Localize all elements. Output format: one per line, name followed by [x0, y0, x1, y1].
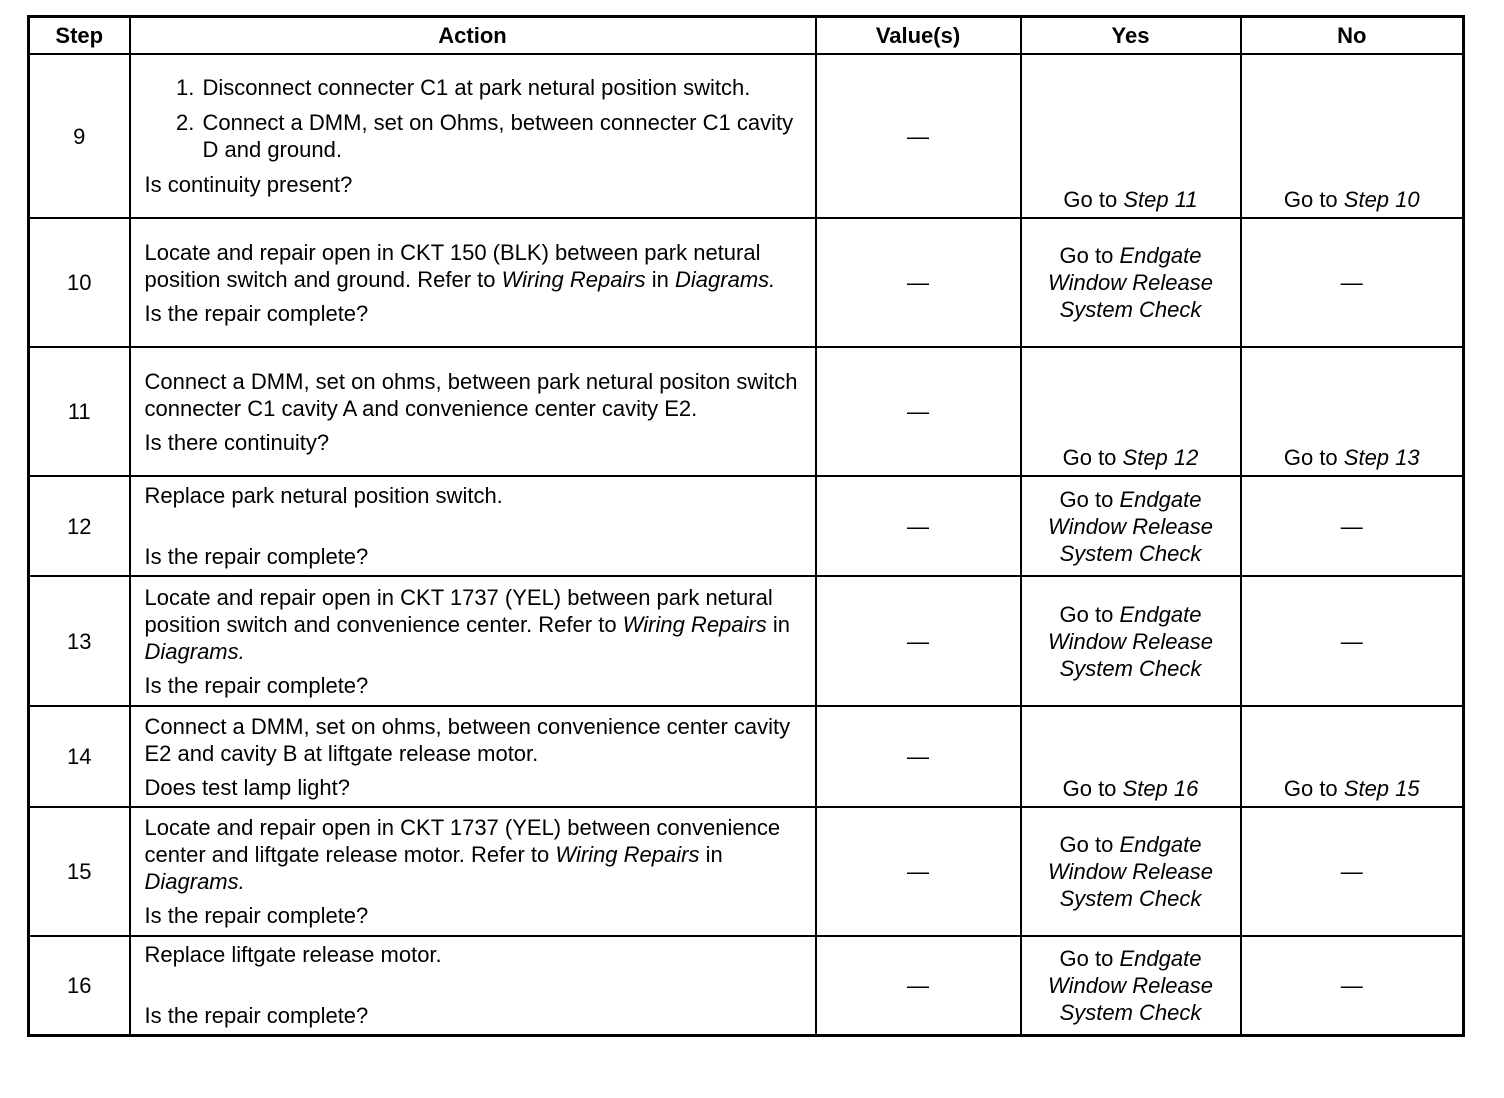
action-cell: [130, 476, 816, 576]
goto-prefix: Go to: [1063, 187, 1124, 212]
yes-cell: [1021, 706, 1241, 807]
value-cell: —: [816, 936, 1021, 1035]
action-text: Replace liftgate release motor.: [144, 942, 442, 968]
action-text: Locate and repair open in CKT 150 (BLK) between park netural position switch and ground. Refer to Wiring Repairs in Diagrams.: [144, 239, 776, 292]
header-values: Value(s): [816, 17, 1021, 55]
yes-cell: [1021, 807, 1241, 936]
table-row: [29, 807, 1464, 936]
action-text: Connect a DMM, set on ohms, between convenience center cavity E2 and cavity B at liftgate release motor.: [144, 713, 791, 766]
yes-cell: [1021, 347, 1241, 476]
table-row: [29, 347, 1464, 476]
action-question: Is there continuity?: [144, 429, 330, 455]
reference-link[interactable]: Diagrams.: [675, 266, 776, 292]
goto-prefix: Go to: [1283, 187, 1344, 212]
header-step: Step: [29, 17, 130, 55]
goto-link[interactable]: Step 10: [1343, 187, 1420, 212]
action-cell: [130, 807, 816, 936]
header-row: [29, 17, 1464, 55]
table-row: [29, 706, 1464, 807]
goto-link[interactable]: Step 15: [1343, 776, 1420, 801]
value-cell: —: [816, 218, 1021, 347]
action-cell: [130, 54, 816, 218]
goto-link[interactable]: Step 12: [1122, 445, 1199, 470]
yes-cell: [1021, 218, 1241, 347]
goto-prefix: Go to: [1059, 832, 1120, 857]
header-yes: Yes: [1021, 17, 1241, 55]
action-question: Is the repair complete?: [144, 903, 369, 928]
goto-link[interactable]: Endgate Window Release System Check: [1048, 832, 1213, 911]
yes-cell: [1021, 936, 1241, 1035]
goto-link[interactable]: Endgate Window Release System Check: [1048, 945, 1213, 1025]
step-number: 15: [29, 807, 130, 936]
reference-link[interactable]: Diagrams.: [144, 638, 245, 664]
goto-prefix: Go to: [1059, 945, 1120, 971]
action-cell: [130, 576, 816, 706]
step-number: 11: [29, 347, 130, 476]
goto-link[interactable]: Step 16: [1122, 776, 1199, 801]
no-cell: [1241, 347, 1464, 476]
goto-prefix: Go to: [1059, 486, 1120, 512]
action-question: Is the repair complete?: [144, 544, 369, 569]
action-cell: [130, 936, 816, 1035]
value-cell: —: [816, 706, 1021, 807]
no-cell: —: [1241, 476, 1464, 576]
reference-link[interactable]: Wiring Repairs: [501, 266, 646, 292]
yes-cell: [1021, 476, 1241, 576]
no-cell: —: [1241, 218, 1464, 347]
step-number: 12: [29, 476, 130, 576]
value-cell: —: [816, 476, 1021, 576]
reference-link[interactable]: Wiring Repairs: [622, 611, 767, 637]
step-number: 16: [29, 936, 130, 1035]
no-cell: —: [1241, 576, 1464, 706]
value-cell: —: [816, 54, 1021, 218]
step-number: 10: [29, 218, 130, 347]
header-action: Action: [130, 17, 816, 55]
goto-prefix: Go to: [1059, 601, 1120, 627]
goto-link[interactable]: Step 13: [1343, 445, 1420, 470]
action-cell: [130, 347, 816, 476]
action-list-item: 1. Disconnect connecter C1 at park netural position switch.: [201, 74, 805, 101]
step-number: 14: [29, 706, 130, 807]
action-question: Does test lamp light?: [144, 774, 350, 800]
action-cell: [130, 706, 816, 807]
step-number: 13: [29, 576, 130, 706]
action-list-item: 2. Connect a DMM, set on Ohms, between connecter C1 cavity D and ground.: [201, 109, 805, 163]
table-row: [29, 218, 1464, 347]
action-question: Is the repair complete?: [144, 300, 369, 326]
action-text: Locate and repair open in CKT 1737 (YEL) between park netural position switch and convenience center. Refer to Wiring Repairs in Diagrams.: [144, 584, 790, 664]
diagnostic-table: [27, 15, 1465, 1037]
value-cell: —: [816, 807, 1021, 936]
table-row: [29, 54, 1464, 218]
goto-link[interactable]: Endgate Window Release System Check: [1048, 601, 1213, 681]
action-text: Connect a DMM, set on ohms, between park netural positon switch connecter C1 cavity A and convenience center cavity E2.: [144, 368, 798, 421]
value-cell: —: [816, 576, 1021, 706]
action-text: Locate and repair open in CKT 1737 (YEL) between convenience center and liftgate release motor. Refer to Wiring Repairs in Diagrams.: [144, 815, 781, 894]
no-cell: [1241, 706, 1464, 807]
yes-cell: [1021, 576, 1241, 706]
goto-prefix: Go to: [1283, 776, 1344, 801]
table-row: [29, 576, 1464, 706]
action-question: Is the repair complete?: [144, 672, 369, 698]
action-list: [145, 74, 805, 163]
goto-prefix: Go to: [1059, 243, 1120, 268]
action-text: Replace park netural position switch.: [144, 483, 503, 508]
no-cell: [1241, 54, 1464, 218]
action-question: Is continuity present?: [144, 172, 353, 197]
goto-link[interactable]: Step 11: [1123, 187, 1198, 212]
action-cell: [130, 218, 816, 347]
value-cell: —: [816, 347, 1021, 476]
header-no: No: [1241, 17, 1464, 55]
no-cell: —: [1241, 936, 1464, 1035]
step-number: 9: [29, 54, 130, 218]
table-row: [29, 476, 1464, 576]
action-question: Is the repair complete?: [144, 1003, 369, 1029]
goto-prefix: Go to: [1062, 445, 1123, 470]
yes-cell: [1021, 54, 1241, 218]
no-cell: —: [1241, 807, 1464, 936]
reference-link[interactable]: Diagrams.: [144, 869, 245, 894]
table-row: [29, 936, 1464, 1035]
goto-link[interactable]: Endgate Window Release System Check: [1048, 243, 1213, 322]
reference-link[interactable]: Wiring Repairs: [555, 842, 700, 867]
goto-prefix: Go to: [1283, 445, 1344, 470]
goto-prefix: Go to: [1062, 776, 1123, 801]
goto-link[interactable]: Endgate Window Release System Check: [1048, 486, 1213, 566]
